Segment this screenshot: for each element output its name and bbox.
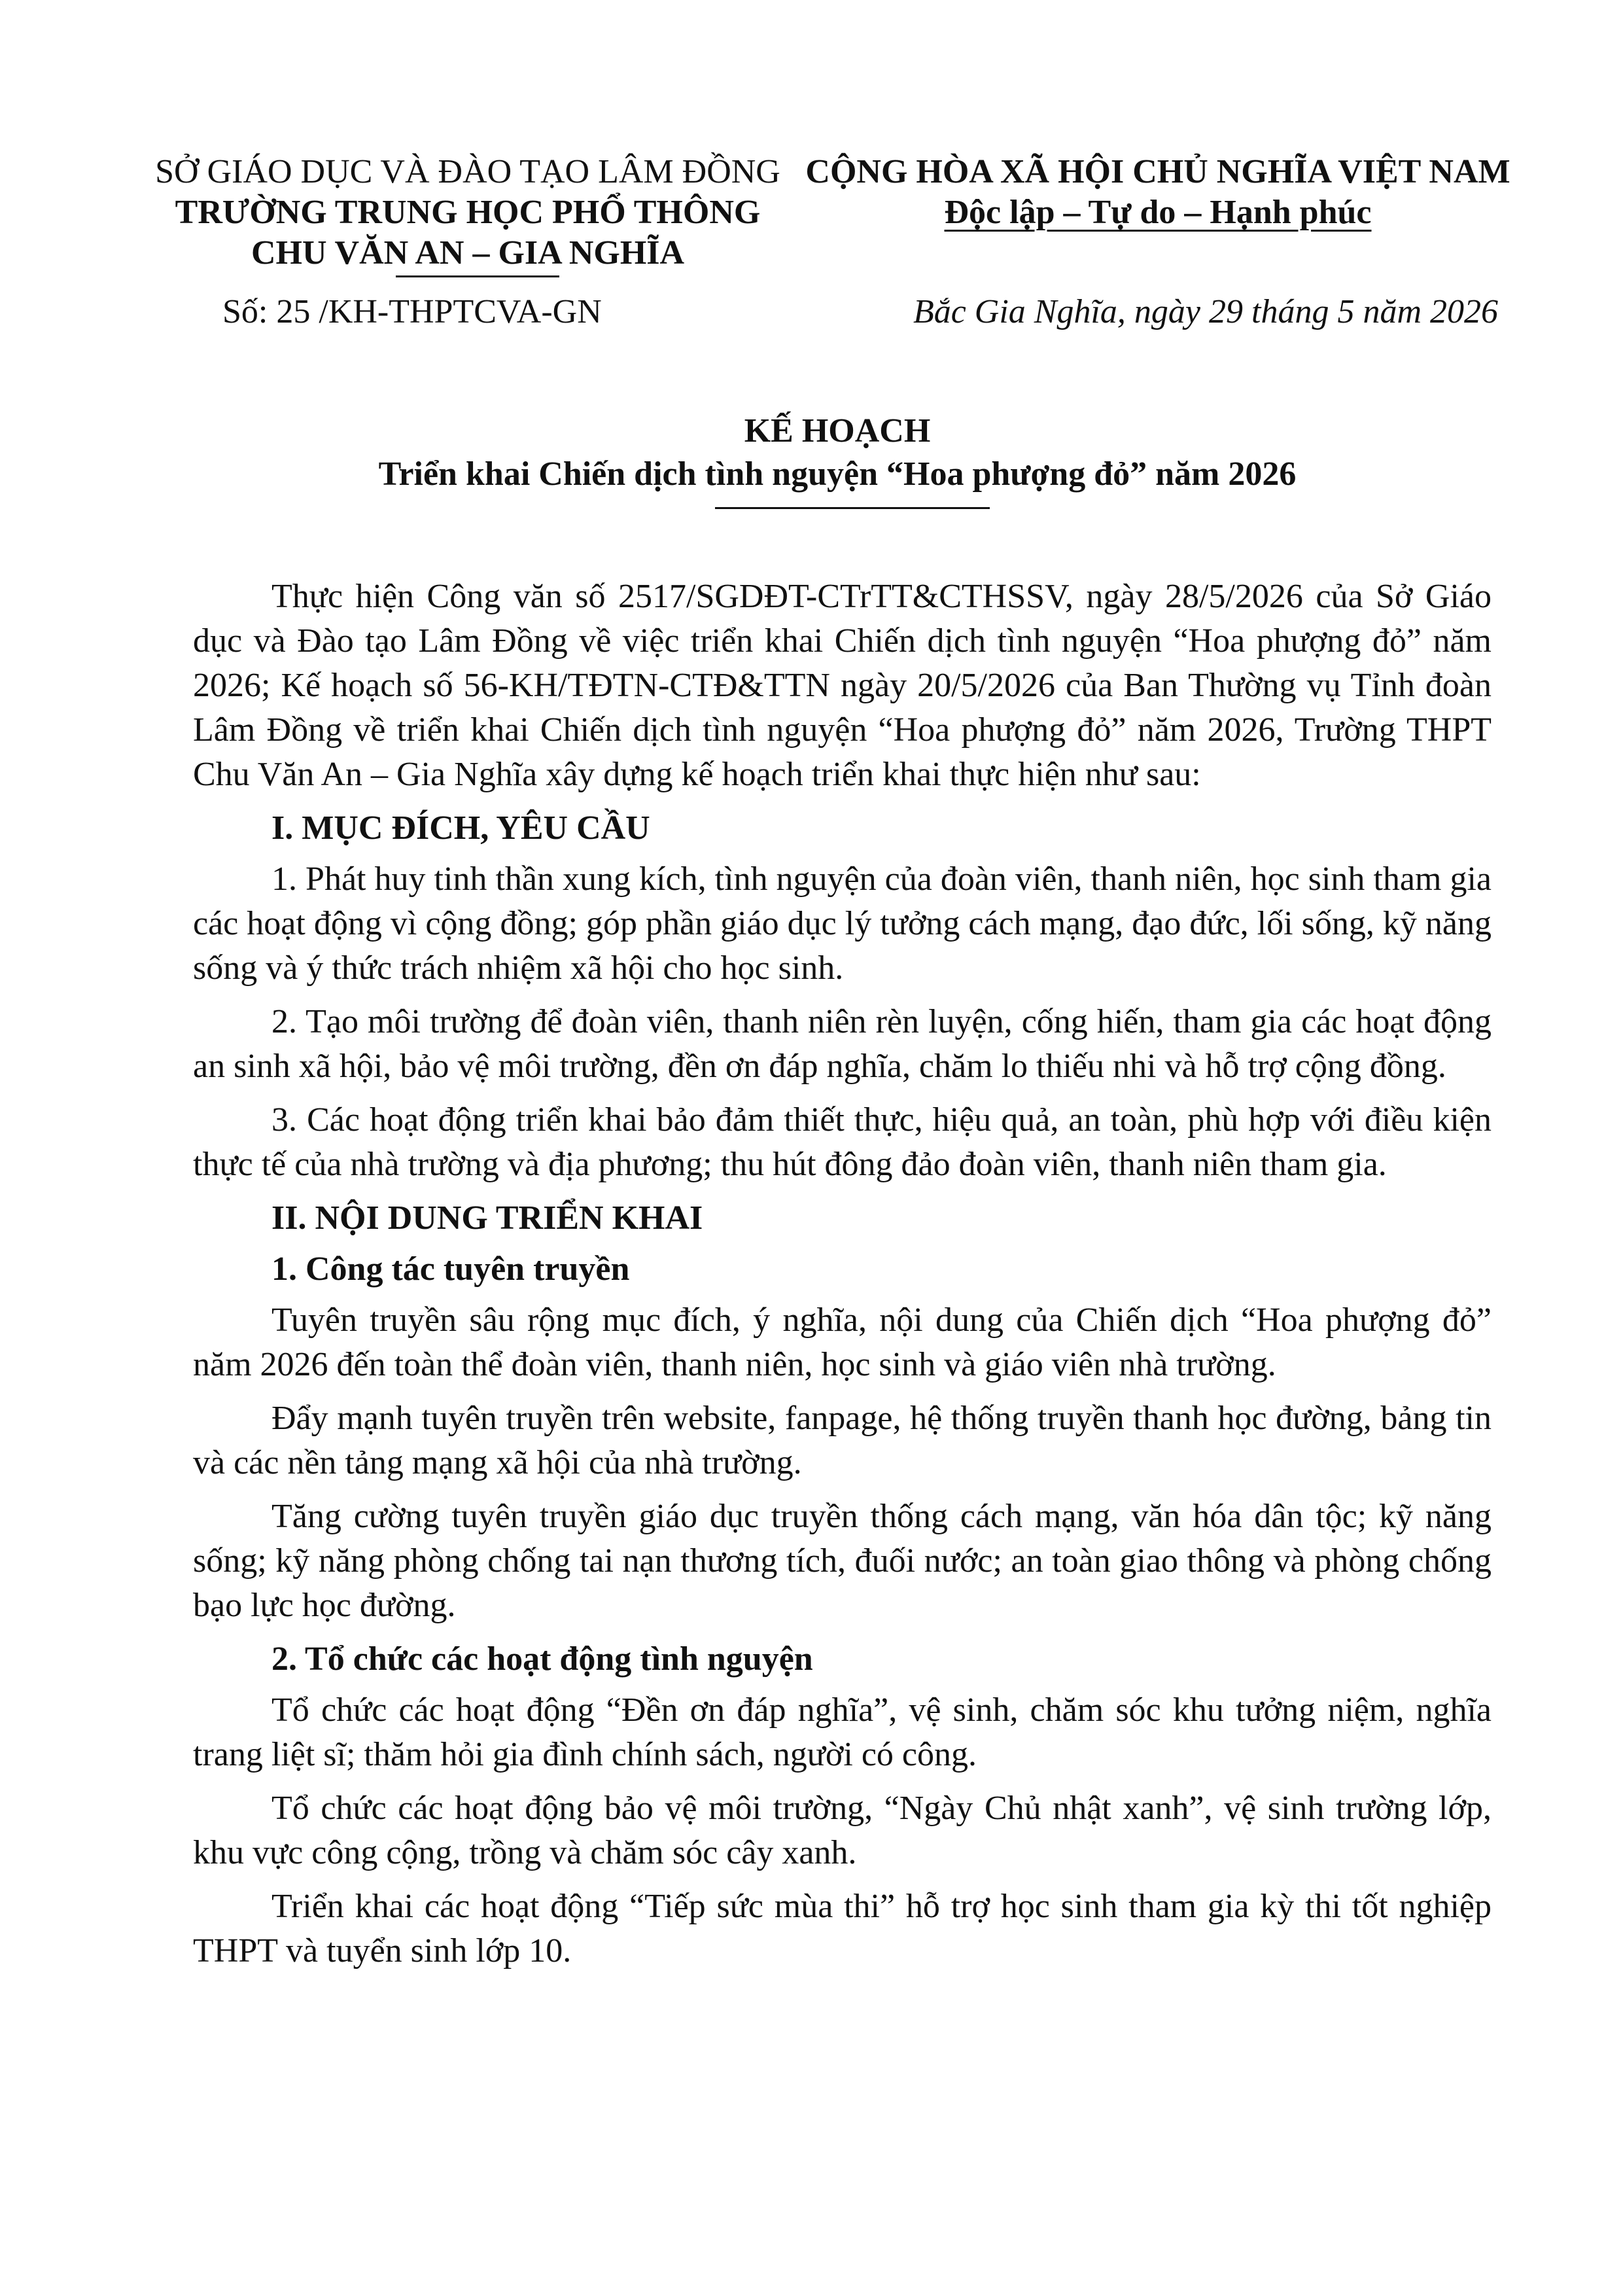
agency-underline bbox=[396, 275, 559, 277]
title-divider bbox=[715, 507, 990, 509]
issuing-agency-block bbox=[147, 152, 788, 274]
volunteer-paragraph-2: Tổ chức các hoạt động bảo vệ môi trường, “Ngày Chủ nhật xanh”, vệ sinh trường lớp, khu vực công cộng, trồng và chăm sóc cây xanh. bbox=[193, 1790, 1492, 1871]
country-name: CỘNG HÒA XÃ HỘI CHỦ NGHĨA VIỆT NAM bbox=[805, 153, 1510, 190]
national-motto-block bbox=[795, 152, 1521, 233]
propaganda-paragraph-3: Tăng cường tuyên truyền giáo dục truyền thống cách mạng, văn hóa dân tộc; kỹ năng sống; kỹ năng phòng chống tai nạn thương tích, đuối nước; an toàn giao thông và phòng chống bạo lực học đường. bbox=[193, 1498, 1492, 1624]
purpose-item-3: 3. Các hoạt động triển khai bảo đảm thiết thực, hiệu quả, an toàn, phù hợp với điều kiện thực tế của nhà trường và địa phương; thu hút đông đảo đoàn viên, thanh niên tham gia. bbox=[193, 1101, 1492, 1183]
subsection-heading-propaganda: 1. Công tác tuyên truyền bbox=[271, 1250, 630, 1288]
purpose-item-2: 2. Tạo môi trường để đoàn viên, thanh niên rèn luyện, cống hiến, tham gia các hoạt động an sinh xã hội, bảo vệ môi trường, đền ơn đáp nghĩa, chăm lo thiếu nhi và hỗ trợ cộng đồng. bbox=[193, 1003, 1492, 1085]
national-motto: Độc lập – Tự do – Hạnh phúc bbox=[944, 194, 1372, 231]
propaganda-paragraph-2: Đẩy mạnh tuyên truyền trên website, fanpage, hệ thống truyền thanh học đường, bảng tin và các nền tảng mạng xã hội của nhà trường. bbox=[193, 1400, 1492, 1481]
document-number: Số: 25 /KH-THPTCVA-GN bbox=[222, 293, 602, 330]
agency-line-department: SỞ GIÁO DỤC VÀ ĐÀO TẠO LÂM ĐỒNG bbox=[155, 153, 780, 190]
agency-line-school-name: CHU VĂN AN – GIA NGHĨA bbox=[251, 234, 685, 272]
document-date: Bắc Gia Nghĩa, ngày 29 tháng 5 năm 2026 bbox=[913, 293, 1498, 330]
propaganda-paragraph-1: Tuyên truyền sâu rộng mục đích, ý nghĩa, nội dung của Chiến dịch “Hoa phượng đỏ” năm 2026 đến toàn thể đoàn viên, thanh niên, học sinh và giáo viên nhà trường. bbox=[193, 1301, 1492, 1383]
subsection-heading-volunteer: 2. Tổ chức các hoạt động tình nguyện bbox=[271, 1640, 813, 1678]
purpose-item-1: 1. Phát huy tinh thần xung kích, tình nguyện của đoàn viên, thanh niên, học sinh tham gia các hoạt động vì cộng đồng; góp phần giáo dục lý tưởng cách mạng, đạo đức, lối sống, kỹ năng sống và ý thức trách nhiệm xã hội cho học sinh. bbox=[193, 860, 1492, 987]
intro-paragraph: Thực hiện Công văn số 2517/SGDĐT-CTrTT&CTHSSV, ngày 28/5/2026 của Sở Giáo dục và Đào tạo Lâm Đồng về việc triển khai Chiến dịch tình nguyện “Hoa phượng đỏ” năm 2026; Kế hoạch số 56-KH/TĐTN-CTĐ&TTN ngày 20/5/2026 của Ban Thường vụ Tỉnh đoàn Lâm Đồng về triển khai Chiến dịch tình nguyện “Hoa phượng đỏ” năm 2026, Trường THPT Chu Văn An – Gia Nghĩa xây dựng kế hoạch triển khai thực hiện như sau: bbox=[193, 578, 1492, 793]
document-title-block bbox=[196, 410, 1478, 496]
volunteer-paragraph-3: Triển khai các hoạt động “Tiếp sức mùa thi” hỗ trợ học sinh tham gia kỳ thi tốt nghiệp THPT và tuyển sinh lớp 10. bbox=[193, 1888, 1492, 1969]
document-subtitle: Triển khai Chiến dịch tình nguyện “Hoa phượng đỏ” năm 2026 bbox=[378, 455, 1297, 493]
section-heading-purpose: I. MỤC ĐÍCH, YÊU CẦU bbox=[271, 809, 650, 847]
section-heading-content: II. NỘI DUNG TRIỂN KHAI bbox=[271, 1199, 703, 1237]
document-body bbox=[193, 574, 1492, 1983]
volunteer-paragraph-1: Tổ chức các hoạt động “Đền ơn đáp nghĩa”, vệ sinh, chăm sóc khu tưởng niệm, nghĩa trang liệt sĩ; thăm hỏi gia đình chính sách, người có công. bbox=[193, 1691, 1492, 1773]
agency-line-school-type: TRƯỜNG TRUNG HỌC PHỔ THÔNG bbox=[175, 194, 761, 231]
document-title: KẾ HOẠCH bbox=[744, 412, 931, 450]
